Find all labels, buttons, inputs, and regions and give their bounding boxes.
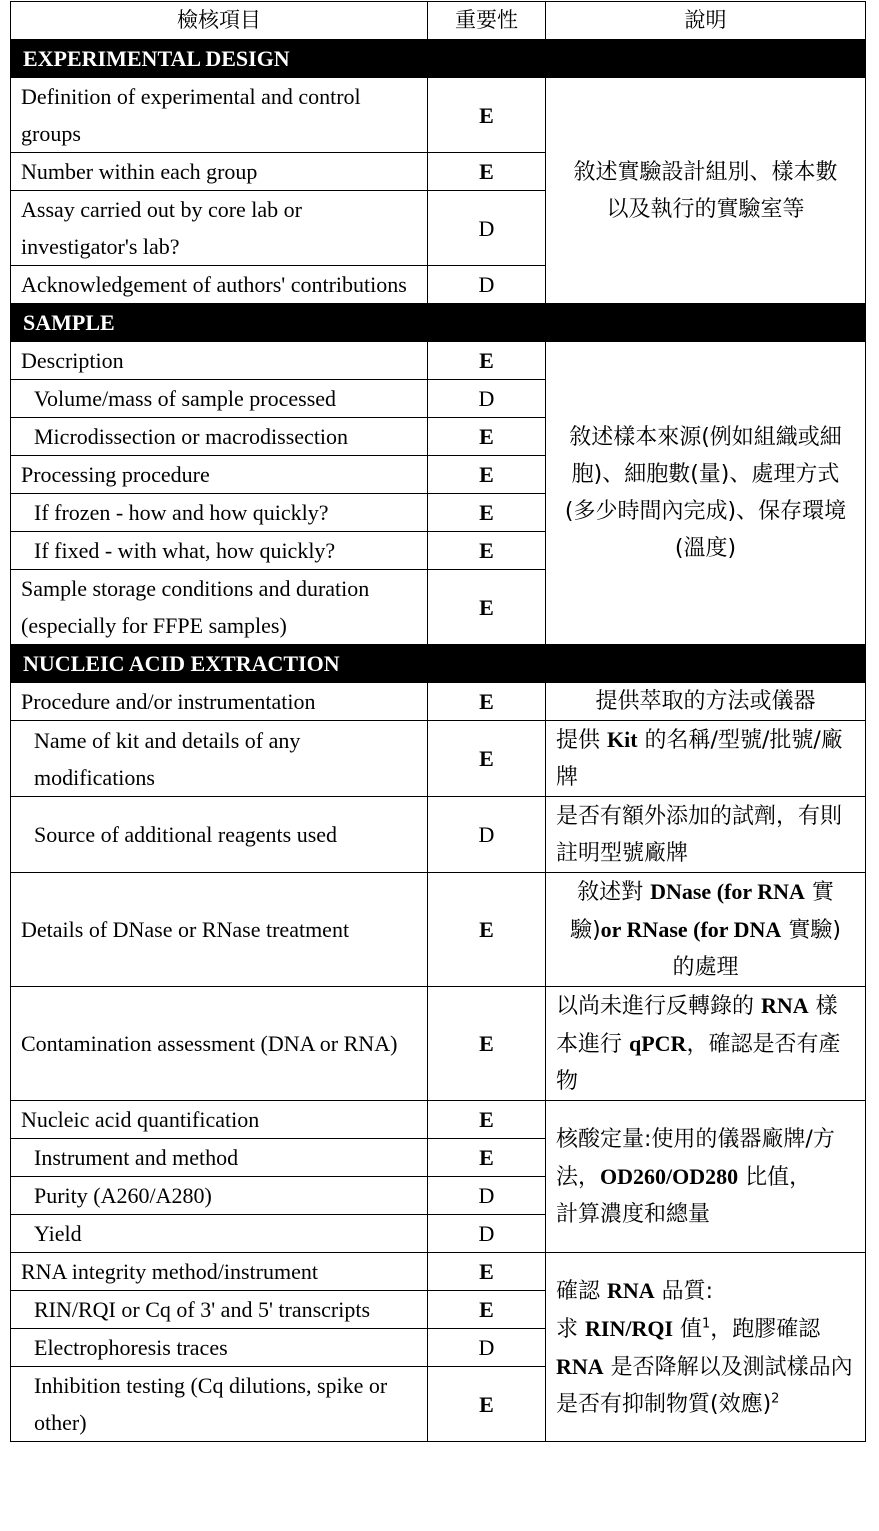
description-note: 敘述樣本來源(例如組織或細胞)、細胞數(量)、處理方式(多少時間內完成)、保存環境(溫度) bbox=[546, 342, 866, 645]
description-note: 敘述實驗設計組別、樣本數以及執行的實驗室等 bbox=[546, 78, 866, 304]
item-label: If frozen - how and how quickly? bbox=[11, 494, 428, 532]
importance-value: E bbox=[428, 532, 546, 570]
description-note: 確認 RNA 品質: 求 RIN/RQI 值$^1$，跑膠確認 RNA 是否降解以及測試樣品內是否有抑制物質(效應)$^2$ bbox=[546, 1253, 866, 1442]
importance-value: E bbox=[428, 1101, 546, 1139]
section-row bbox=[11, 645, 866, 683]
item-label: RIN/RQI or Cq of 3' and 5' transcripts bbox=[11, 1291, 428, 1329]
description-note: 是否有額外添加的試劑，有則註明型號廠牌 bbox=[546, 797, 866, 873]
table-row bbox=[11, 987, 866, 1101]
header-importance: 重要性 bbox=[428, 2, 546, 40]
table-row bbox=[11, 873, 866, 987]
table-row bbox=[11, 78, 866, 153]
item-label: Nucleic acid quantification bbox=[11, 1101, 428, 1139]
item-label: Electrophoresis traces bbox=[11, 1329, 428, 1367]
importance-value: E bbox=[428, 1253, 546, 1291]
item-label: Microdissection or macrodissection bbox=[11, 418, 428, 456]
section-title: SAMPLE bbox=[11, 304, 546, 342]
item-label: Processing procedure bbox=[11, 456, 428, 494]
importance-value: E bbox=[428, 570, 546, 645]
table-row bbox=[11, 721, 866, 797]
item-label: Details of DNase or RNase treatment bbox=[11, 873, 428, 987]
item-label: Sample storage conditions and duration (especially for FFPE samples) bbox=[11, 570, 428, 645]
importance-value: E bbox=[428, 494, 546, 532]
importance-value: E bbox=[428, 342, 546, 380]
description-note: 提供萃取的方法或儀器 bbox=[546, 683, 866, 721]
header-item: 檢核項目 bbox=[11, 2, 428, 40]
item-label: Number within each group bbox=[11, 153, 428, 191]
item-label: Procedure and/or instrumentation bbox=[11, 683, 428, 721]
importance-value: D bbox=[428, 380, 546, 418]
footnote-marker: 2 bbox=[771, 1391, 780, 1407]
importance-value: D bbox=[428, 191, 546, 266]
description-note: 敘述對 DNase (for RNA 實驗)or RNase (for DNA 實驗) 的處理 bbox=[546, 873, 866, 987]
importance-value: D bbox=[428, 1329, 546, 1367]
importance-value: E bbox=[428, 721, 546, 797]
item-label: Inhibition testing (Cq dilutions, spike or other) bbox=[11, 1367, 428, 1442]
description-note: 以尚未進行反轉錄的 RNA 樣本進行 qPCR，確認是否有產物 bbox=[546, 987, 866, 1101]
description-note: 核酸定量:使用的儀器廠牌/方法，OD260/OD280 比值， 計算濃度和總量 bbox=[546, 1101, 866, 1253]
header-row bbox=[11, 2, 866, 40]
section-row bbox=[11, 304, 866, 342]
description-note: 提供 Kit 的名稱/型號/批號/廠牌 bbox=[546, 721, 866, 797]
section-row bbox=[11, 40, 866, 78]
item-label: Yield bbox=[11, 1215, 428, 1253]
importance-value: E bbox=[428, 1139, 546, 1177]
item-label: Definition of experimental and control groups bbox=[11, 78, 428, 153]
item-label: Name of kit and details of any modifications bbox=[11, 721, 428, 797]
importance-value: E bbox=[428, 1291, 546, 1329]
header-description: 說明 bbox=[546, 2, 866, 40]
importance-value: E bbox=[428, 873, 546, 987]
importance-value: E bbox=[428, 987, 546, 1101]
importance-value: E bbox=[428, 456, 546, 494]
importance-value: D bbox=[428, 266, 546, 304]
section-title: NUCLEIC ACID EXTRACTION bbox=[11, 645, 546, 683]
footnote-marker: 1 bbox=[702, 1316, 711, 1332]
importance-value: E bbox=[428, 418, 546, 456]
item-label: RNA integrity method/instrument bbox=[11, 1253, 428, 1291]
table-row bbox=[11, 342, 866, 380]
item-label: Volume/mass of sample processed bbox=[11, 380, 428, 418]
table-row bbox=[11, 683, 866, 721]
importance-value: E bbox=[428, 1367, 546, 1442]
table-row bbox=[11, 797, 866, 873]
table-row bbox=[11, 1101, 866, 1139]
importance-value: E bbox=[428, 153, 546, 191]
item-label: Contamination assessment (DNA or RNA) bbox=[11, 987, 428, 1101]
item-label: Assay carried out by core lab or investigator's lab? bbox=[11, 191, 428, 266]
importance-value: D bbox=[428, 1215, 546, 1253]
importance-value: D bbox=[428, 1177, 546, 1215]
item-label: Purity (A260/A280) bbox=[11, 1177, 428, 1215]
importance-value: D bbox=[428, 797, 546, 873]
importance-value: E bbox=[428, 683, 546, 721]
item-label: If fixed - with what, how quickly? bbox=[11, 532, 428, 570]
importance-value: E bbox=[428, 78, 546, 153]
section-title: EXPERIMENTAL DESIGN bbox=[11, 40, 546, 78]
table-row bbox=[11, 1253, 866, 1291]
item-label: Description bbox=[11, 342, 428, 380]
miqe-checklist-table bbox=[10, 1, 866, 1442]
item-label: Acknowledgement of authors' contributions bbox=[11, 266, 428, 304]
item-label: Source of additional reagents used bbox=[11, 797, 428, 873]
item-label: Instrument and method bbox=[11, 1139, 428, 1177]
